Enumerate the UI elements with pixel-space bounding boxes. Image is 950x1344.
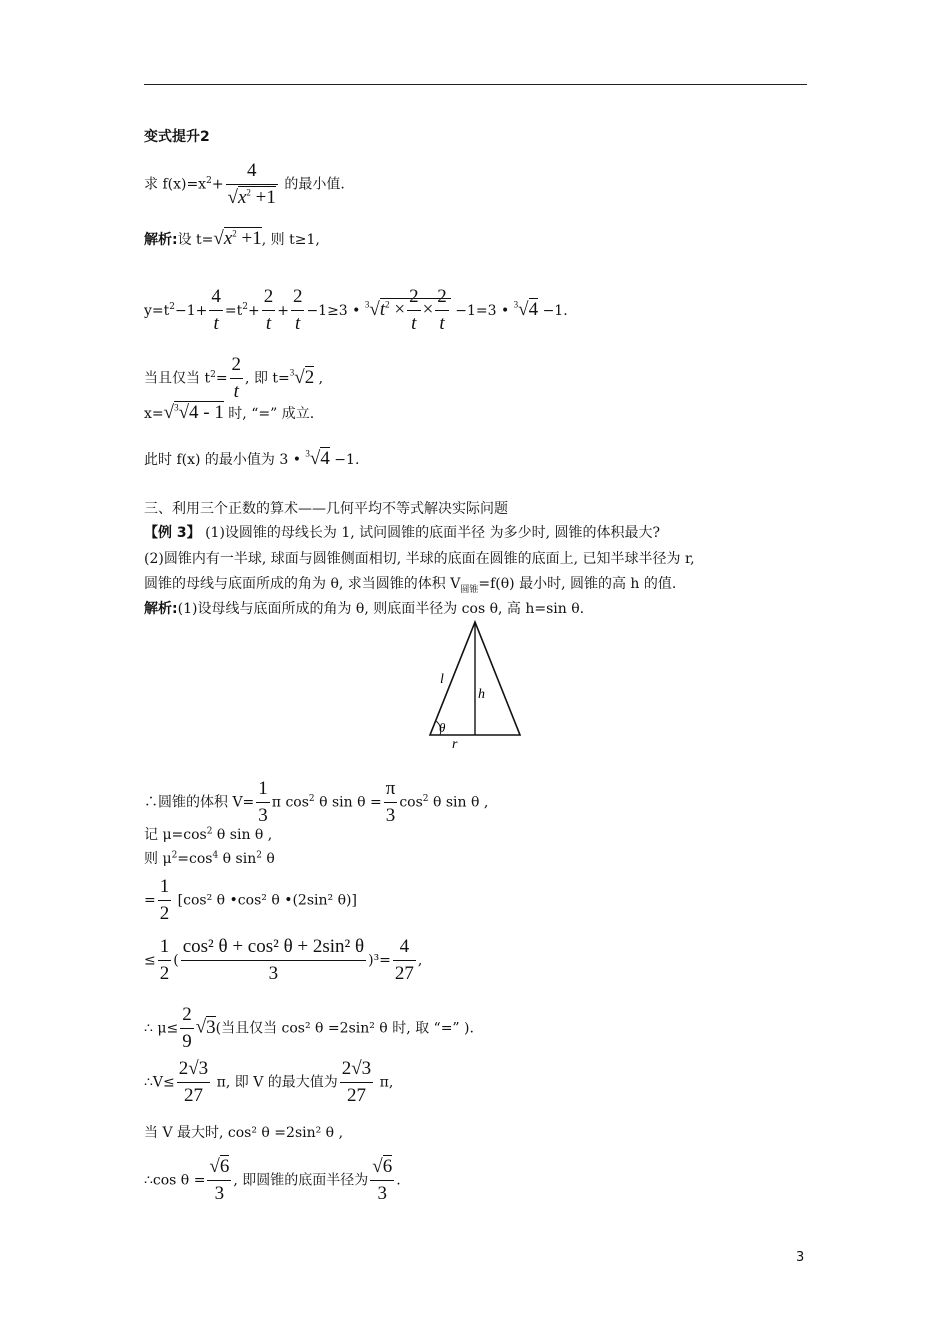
volume-line: ∴圆锥的体积 V= $\frac{1}{3}$ π $\cos^2 \theta$ sin θ = $\frac{\pi}{3}$ $\cos^2 \theta$ sin θ ,	[144, 778, 489, 826]
problem-line: 求 $f(x)=x^2+$ $\frac{4}{√x^2 +1}$ 的最小值.	[144, 160, 345, 208]
section-heading: 三、利用三个正数的算术——几何平均不等式解决实际问题	[144, 501, 508, 517]
v-bound: ∴V≤ $\frac{2√3}{27}$ π, 即 V 的最大值为 $\frac{2√3}{27}$ π,	[144, 1058, 394, 1106]
solution-line: 解析:设 $t=√x^2 +1$, 则 t≥1,	[144, 228, 320, 249]
x-line: x=√$^3$√4 - 1 时, “=” 成立.	[144, 402, 315, 423]
am-gm-line: ≤ $\frac{1}{2}$ ( $\frac{\text{cos² θ + cos² θ + 2sin² θ}}{3}$ )³= $\frac{4}{27}$ ,	[144, 936, 423, 984]
label-theta: θ	[439, 720, 446, 735]
mu-bound: ∴ μ≤ $\frac{2}{9}$ √3(当且仅当 cos² θ =2sin² θ 时, 取 “=” ).	[144, 1004, 474, 1052]
example-3-part3: 圆锥的母线与底面所成的角为 θ, 求当圆锥的体积 $V_{圆锥}=f(\theta)$ 最小时, 圆锥的高 h 的值.	[144, 576, 677, 595]
page-number: 3	[796, 1250, 805, 1265]
min-line: 此时 f(x) 的最小值为 3 • $^3$√4 −1.	[144, 448, 360, 469]
example-3-solution: 解析:(1)设母线与底面所成的角为 θ, 则底面半径为 cos θ, 高 h=sin θ.	[144, 601, 585, 617]
half-bracket: = $\frac{1}{2}$ [cos² θ •cos² θ •(2sin² θ)]	[144, 876, 357, 924]
label-l: l	[440, 672, 444, 687]
mu-def: 记 $\mu=\cos^2$ θ sin θ ,	[144, 826, 273, 843]
mu-squared: 则 $\mu^2=\cos^4$ θ $\sin^2 \theta$	[144, 850, 275, 867]
cone-diagram	[420, 620, 530, 750]
cos-result: ∴cos θ = $\frac{√6}{3}$ , 即圆锥的底面半径为 $\frac{√6}{3}$ .	[144, 1156, 401, 1204]
label-h: h	[478, 687, 485, 702]
example-3-part1: 【例 3】 (1)设圆锥的母线长为 1, 试问圆锥的底面半径 为多少时, 圆锥的体积最大?	[144, 525, 661, 541]
condition-line: 当且仅当 $t^2=$ $\frac{2}{t}$ , 即 t=$^3$√2 ,	[144, 354, 324, 402]
header-rule	[144, 84, 807, 85]
label-r: r	[452, 737, 458, 750]
heading: 变式提升2	[144, 129, 210, 145]
v-max-condition: 当 V 最大时, cos² θ =2sin² θ ,	[144, 1125, 344, 1141]
equation-1: $y=t^2-1+$ $\frac{4}{t}$ $=t^2+$ $\frac{2}{t}$ + $\frac{2}{t}$ −1≥3 • $^3√t^2$ × $\frac{2}{t}$ × $\frac{2}{t}$ −1=3 • $^3$√4 −1.	[144, 286, 568, 335]
example-3-part2: (2)圆锥内有一半球, 球面与圆锥侧面相切, 半球的底面在圆锥的底面上, 已知半球半径为 r,	[144, 551, 695, 567]
